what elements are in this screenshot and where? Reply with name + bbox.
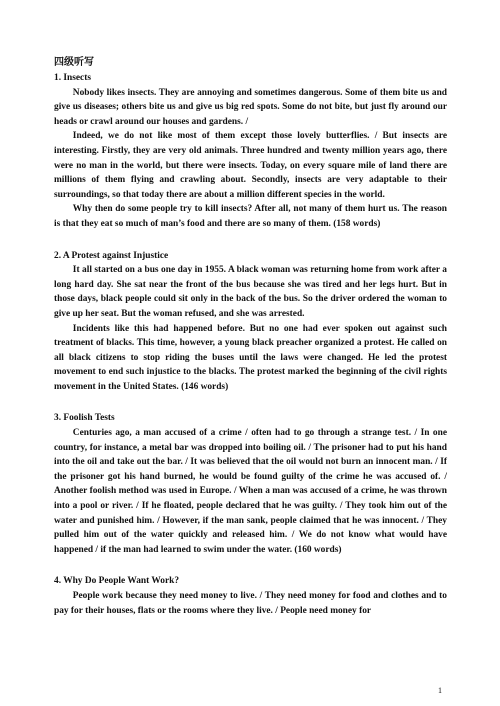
section-heading: 4. Why Do People Want Work? [54,576,180,587]
paragraph: Why then do some people try to kill insects? After all, not many of them hurt us. The reason is that they eat so much of man’s food and there are so many of them. (158 words) [54,204,447,229]
paragraph: It all started on a bus one day in 1955. A black woman was returning home from work after a long hard day. She sat near the front of the bus because she was tired and her legs hurt. But in those days, black people could sit only in the back of the bus. So the driver ordered the woman to give up her seat. But the woman refused, and she was arrested. [54,265,447,319]
section-heading: 2. A Protest against Injustice [54,250,169,261]
paragraph: Incidents like this had happened before. But no one had ever spoken out against such treatment of blacks. This time, however, a young black preacher organized a protest. He called on all black citizens to stop riding the buses until the laws were changed. He led the protest movement to end such injustice to the blacks. The protest marked the beginning of the civil rights movement in the United States. (146 words) [54,323,447,392]
paragraph: Centuries ago, a man accused of a crime / often had to go through a strange test. / In one country, for instance, a metal bar was dropped into boiling oil. / The prisoner had to put his hand into the oil and take out the bar. / It was believed that the oil would not burn an innocent man. / If the prisoner got his hand burned, he would be found guilty of the crime he was accused of. / Another foolish method was used in Europe. / When a man was accused of a crime, he was thrown into a pool or river. / If he floated, people declared that he was guilty. / They took him out of the water and punished him. / However, if the man sank, people claimed that he was innocent. / They pulled him out of the water quickly and released him. / We do not know what would have happened / if the man had learned to swim under the water. (160 words) [54,428,447,555]
paragraph: Indeed, we do not like most of them except those lovely butterflies. / But insects are interesting. Firstly, they are very old animals. Three hundred and twenty million years ago, there were no man in the world, but there were insects. Today, on every square mile of land there are millions of them flying and crawling about. Secondly, insects are very adaptable to their surroundings, so that today there are about a million different species in the world. [54,131,447,200]
page-number: 1 [438,686,442,695]
paragraph: Nobody likes insects. They are annoying and sometimes dangerous. Some of them bite us and give us diseases; others bite us and give us big red spots. Some do not bite, but just fly around our heads or crawl around our houses and gardens. / [54,87,447,127]
section-heading: 1. Insects [54,73,91,83]
section-insects [54,71,447,232]
section-heading: 3. Foolish Tests [54,413,115,424]
section-foolish-tests [54,411,447,557]
section-protest [54,249,447,395]
document-page [54,56,447,618]
section-why-work [54,574,447,618]
document-title: 四级听写 [54,57,94,68]
paragraph: People work because they need money to live. / They need money for food and clothes and to pay for their houses, flats or the rooms where they live. / People need money for [54,591,447,616]
